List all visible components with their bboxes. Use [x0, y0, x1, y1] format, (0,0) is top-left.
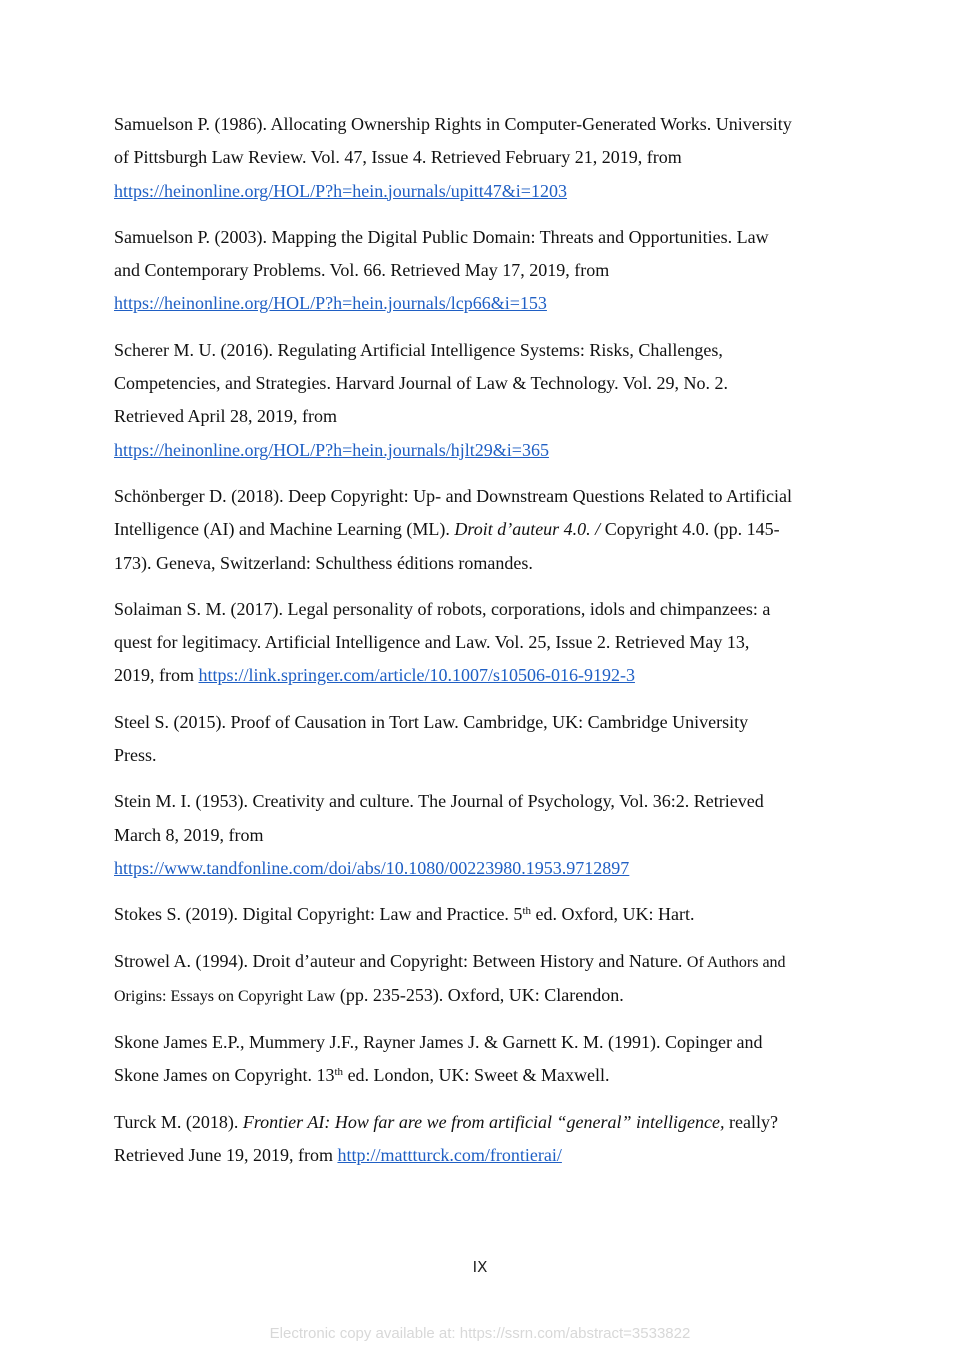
reference-text: really? Retrieved June 19, 2019, from	[114, 1111, 778, 1166]
reference-text: ed. London, UK: Sweet & Maxwell.	[343, 1065, 610, 1086]
reference-link[interactable]: https://heinonline.org/HOL/P?h=hein.journals/upitt47&i=1203	[114, 180, 567, 201]
reference-book-title: Of Authors and Origins: Essays on Copyright Law	[114, 953, 786, 1005]
reference-link[interactable]: https://heinonline.org/HOL/P?h=hein.journals/hjlt29&i=365	[114, 439, 549, 460]
reference-item	[114, 1026, 794, 1093]
reference-item	[114, 221, 794, 321]
superscript: th	[334, 1066, 344, 1079]
reference-link[interactable]: https://link.springer.com/article/10.1007/s10506-016-9192-3	[198, 665, 635, 686]
superscript: th	[522, 905, 531, 918]
page-number: IX	[472, 1258, 488, 1276]
reference-link[interactable]: https://heinonline.org/HOL/P?h=hein.journals/lcp66&i=153	[114, 293, 547, 314]
reference-text: Solaiman S. M. (2017). Legal personality of robots, corporations, idols and chimpanzees: a quest for legitimacy. Artificial Intelligence and Law. Vol. 25, Issue 2. Retrieved May 13, 2019, from	[114, 598, 771, 686]
reference-text: ed. Oxford, UK: Hart.	[531, 904, 695, 925]
ssrn-footer-watermark: Electronic copy available at: https://ssrn.com/abstract=3533822	[269, 1325, 691, 1342]
reference-text: Stokes S. (2019). Digital Copyright: Law and Practice. 5	[114, 904, 523, 925]
reference-text: Schönberger D. (2018). Deep Copyright: Up- and Downstream Questions Related to Artificial Intelligence (AI) and Machine Learning (ML).	[114, 485, 793, 540]
reference-link[interactable]: http://mattturck.com/frontierai/	[337, 1145, 562, 1166]
reference-text: Samuelson P. (2003). Mapping the Digital Public Domain: Threats and Opportunities. Law and Contemporary Problems. Vol. 66. Retrieved May 17, 2019, from	[114, 226, 769, 281]
reference-text: Scherer M. U. (2016). Regulating Artificial Intelligence Systems: Risks, Challenges, Competencies, and Strategies. Harvard Journal of Law & Technology. Vol. 29, No. 2. Retrieved April 28, 2019, from	[114, 339, 728, 427]
reference-item	[114, 593, 794, 693]
reference-list	[114, 108, 794, 1185]
reference-item	[114, 898, 794, 931]
reference-text: Stein M. I. (1953). Creativity and culture. The Journal of Psychology, Vol. 36:2. Retrieved March 8, 2019, from	[114, 791, 764, 845]
reference-item	[114, 706, 794, 773]
reference-text: Copyright 4.0. (pp. 145-173). Geneva, Switzerland: Schulthess éditions romandes.	[114, 519, 780, 573]
reference-text: Steel S. (2015). Proof of Causation in Tort Law. Cambridge, UK: Cambridge University Press.	[114, 711, 749, 766]
reference-item	[114, 480, 794, 580]
reference-link[interactable]: https://www.tandfonline.com/doi/abs/10.1080/00223980.1953.9712897	[114, 857, 630, 878]
reference-item	[114, 1106, 794, 1173]
reference-text: Skone James E.P., Mummery J.F., Rayner James J. & Garnett K. M. (1991). Copinger and Skone James on Copyright. 13	[114, 1032, 763, 1086]
reference-item	[114, 334, 794, 467]
reference-text: Strowel A. (1994). Droit d’auteur and Copyright: Between History and Nature.	[114, 950, 687, 971]
reference-italic-title: Frontier AI: How far are we from artificial “general” intelligence,	[242, 1111, 725, 1132]
reference-text: Samuelson P. (1986). Allocating Ownership Rights in Computer-Generated Works. University of Pittsburgh Law Review. Vol. 47, Issue 4. Retrieved February 21, 2019, from	[114, 114, 792, 168]
reference-text: (pp. 235-253). Oxford, UK: Clarendon.	[335, 984, 624, 1005]
reference-item	[114, 945, 794, 1014]
reference-item	[114, 785, 794, 885]
reference-item	[114, 108, 794, 208]
reference-text: Turck M. (2018).	[114, 1111, 243, 1132]
reference-italic-title: Droit d’auteur 4.0. /	[454, 519, 601, 540]
